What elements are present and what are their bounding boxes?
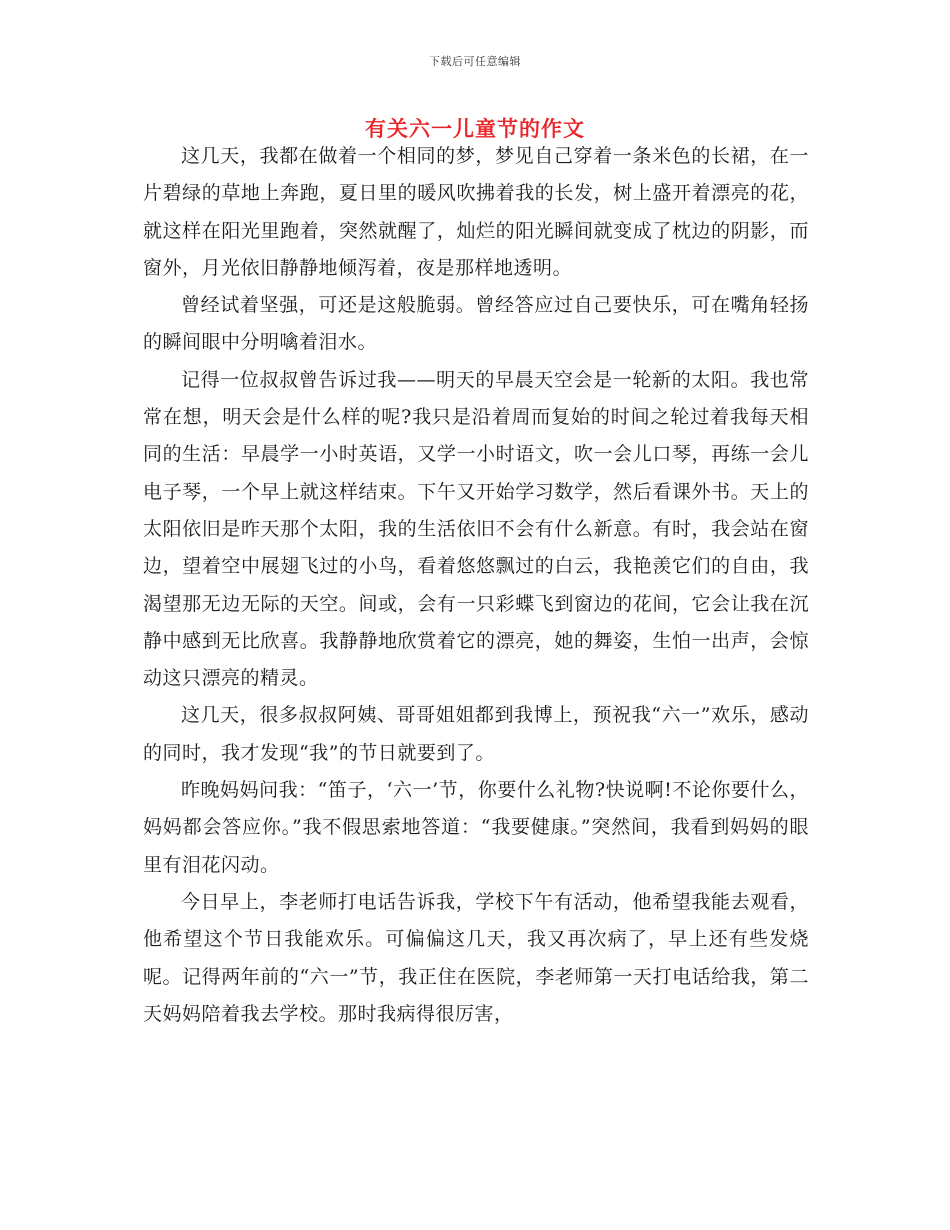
- paragraph: 昨晚妈妈问我：“笛子，‘六一’节，你要什么礼物?快说啊!不论你要什么，妈妈都会答应你。”我不假思索地答道：“我要健康。”突然间，我看到妈妈的眼里有泪花闪动。: [143, 779, 809, 876]
- paragraph: 这几天，我都在做着一个相同的梦，梦见自己穿着一条米色的长裙，在一片碧绿的草地上奔跑，夏日里的暖风吹拂着我的长发，树上盛开着漂亮的花，就这样在阳光里跑着，突然就醒了，灿烂的阳光瞬间就变成了枕边的阴影，而窗外，月光依旧静静地倾泻着，夜是那样地透明。: [143, 145, 809, 279]
- document-title: 有关六一儿童节的作文: [365, 117, 585, 141]
- paragraph: 今日早上，李老师打电话告诉我，学校下午有活动，他希望我能去观看，他希望这个节日我能欢乐。可偏偏这几天，我又再次病了，早上还有些发烧呢。记得两年前的“六一”节，我正住在医院，李老师第一天打电话给我，第二天妈妈陪着我去学校。那时我病得很厉害，: [143, 890, 809, 1025]
- document-body: [143, 138, 809, 1033]
- header-note: 下载后可任意编辑: [429, 55, 521, 68]
- paragraph: 这几天，很多叔叔阿姨、哥哥姐姐都到我博上，预祝我“六一”欢乐，感动的同时，我才发现“我”的节日就要到了。: [143, 704, 809, 764]
- paragraph: 曾经试着坚强，可还是这般脆弱。曾经答应过自己要快乐，可在嘴角轻扬的瞬间眼中分明噙着泪水。: [143, 294, 809, 354]
- paragraph: 记得一位叔叔曾告诉过我——明天的早晨天空会是一轮新的太阳。我也常常在想，明天会是什么样的呢?我只是沿着周而复始的时间之轮过着我每天相同的生活：早晨学一小时英语，又学一小时语文，吹一会儿口琴，再练一会儿电子琴，一个早上就这样结束。下午又开始学习数学，然后看课外书。天上的太阳依旧是昨天那个太阳，我的生活依旧不会有什么新意。有时，我会站在窗边，望着空中展翅飞过的小鸟，看着悠悠飘过的白云，我艳羡它们的自由，我渴望那无边无际的天空。间或，会有一只彩蝶飞到窗边的花间，它会让我在沉静中感到无比欣喜。我静静地欣赏着它的漂亮，她的舞姿，生怕一出声，会惊动这只漂亮的精灵。: [143, 368, 809, 690]
